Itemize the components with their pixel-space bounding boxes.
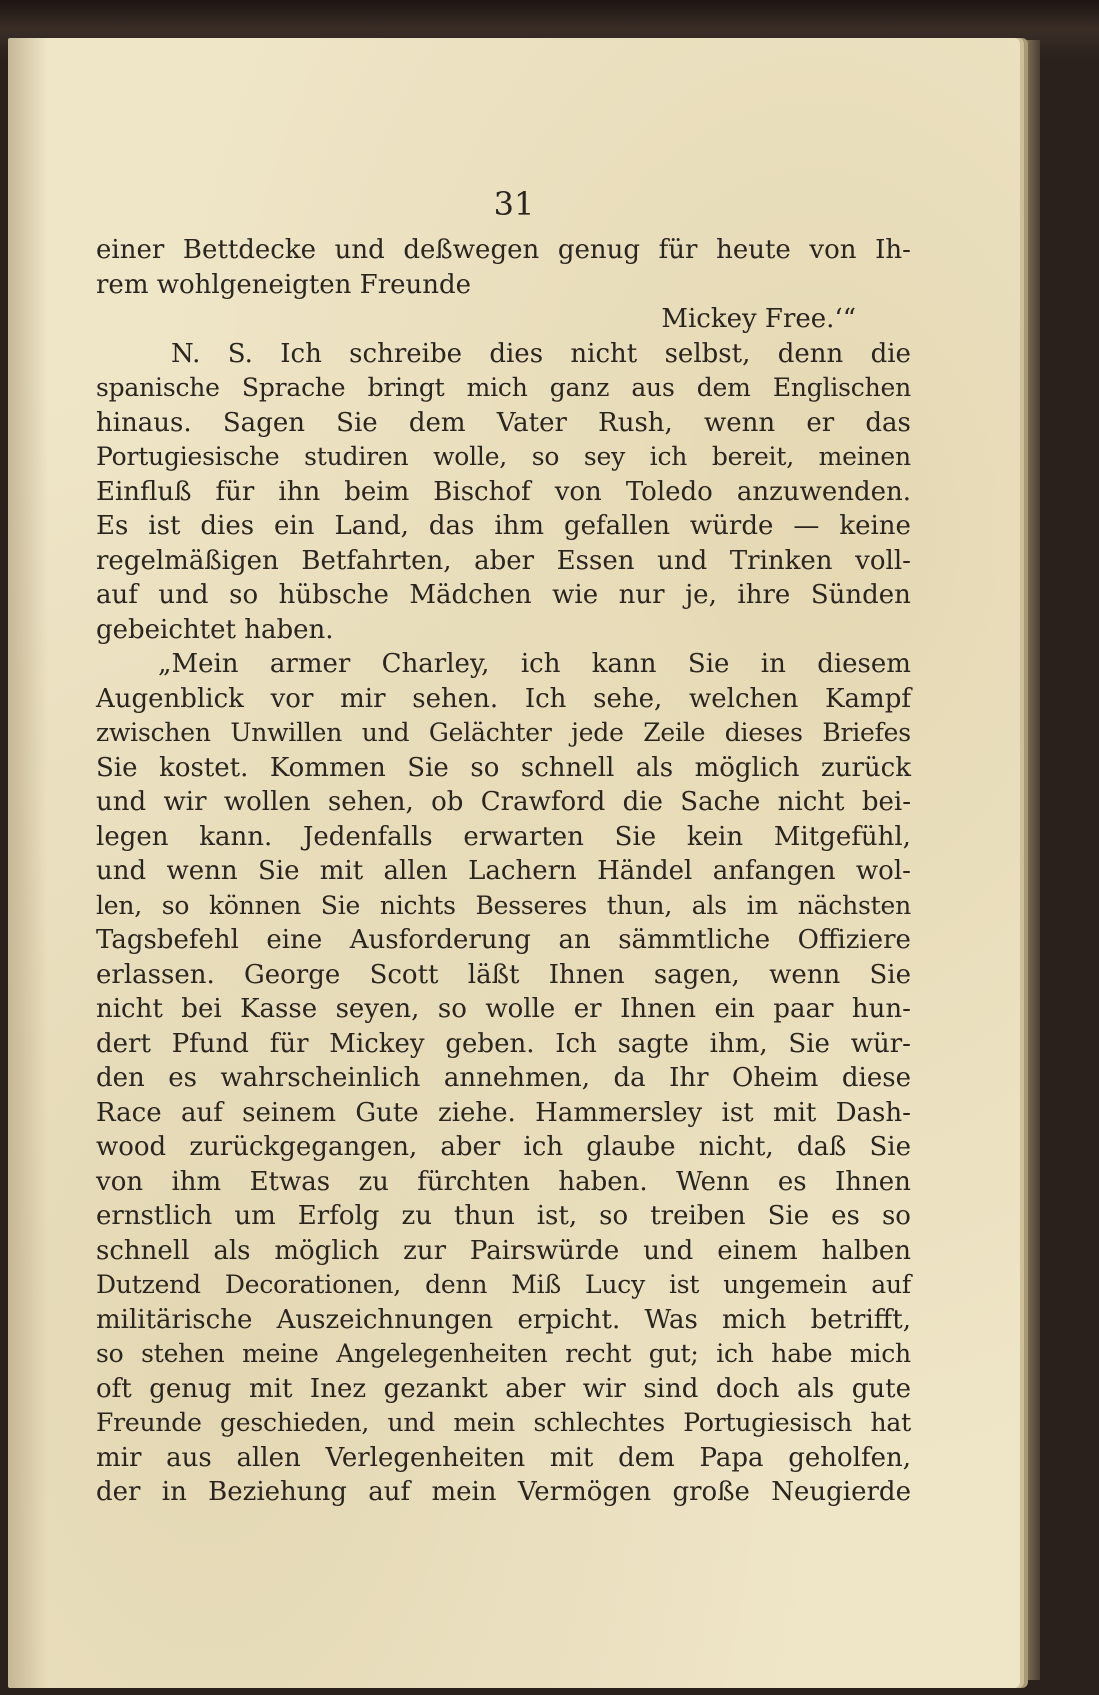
- text-line: auf und so hübsche Mädchen wie nur je, ihre Sünden: [96, 580, 911, 610]
- text-line: der in Beziehung auf mein Vermögen große Neugierde: [96, 1477, 911, 1507]
- body-text: [96, 233, 911, 1510]
- text-line: hinaus. Sagen Sie dem Vater Rush, wenn er das: [96, 407, 911, 438]
- text-line: Sie kostet. Kommen Sie so schnell als möglich zurück: [96, 752, 911, 783]
- text-line: Portugiesische studiren wolle, so sey ich bereit, meinen: [96, 442, 911, 471]
- text-line: „Mein armer Charley, ich kann Sie in diesem: [158, 649, 911, 679]
- text-line: von ihm Etwas zu fürchten haben. Wenn es Ihnen: [96, 1166, 911, 1197]
- text-line: spanische Sprache bringt mich ganz aus dem Englischen: [96, 373, 911, 402]
- text-line: erlassen. George Scott läßt Ihnen sagen, wenn Sie: [96, 959, 911, 990]
- book-page: [8, 38, 1020, 1688]
- text-line: Es ist dies ein Land, das ihm gefallen würde — keine: [96, 511, 911, 541]
- text-line: ernstlich um Erfolg zu thun ist, so treiben Sie es so: [96, 1201, 911, 1231]
- text-line: regelmäßigen Betfahrten, aber Essen und Trinken voll-: [96, 545, 911, 576]
- text-line: Dutzend Decorationen, denn Miß Lucy ist ungemein auf: [96, 1270, 911, 1299]
- text-line: so stehen meine Angelegenheiten recht gut; ich habe mich: [96, 1339, 911, 1368]
- text-line: Tagsbefehl eine Ausforderung an sämmtliche Offiziere: [96, 925, 911, 955]
- text-line: den es wahrscheinlich annehmen, da Ihr Oheim diese: [96, 1063, 911, 1093]
- text-line: mir aus allen Verlegenheiten mit dem Papa geholfen,: [96, 1442, 911, 1473]
- text-line: militärische Auszeichnungen erpicht. Was mich betrifft,: [96, 1304, 911, 1335]
- signature-line: Mickey Free.‘“: [661, 304, 856, 334]
- text-line: einer Bettdecke und deßwegen genug für heute von Ih-: [96, 235, 911, 265]
- text-line: zwischen Unwillen und Gelächter jede Zeile dieses Briefes: [96, 718, 911, 747]
- text-line: Augenblick vor mir sehen. Ich sehe, welchen Kampf: [96, 683, 911, 714]
- text-line: wood zurückgegangen, aber ich glaube nicht, daß Sie: [96, 1132, 911, 1162]
- text-line: Freunde geschieden, und mein schlechtes Portugiesisch hat: [96, 1408, 911, 1437]
- text-line: Race auf seinem Gute ziehe. Hammersley ist mit Dash-: [96, 1097, 911, 1128]
- text-line: dert Pfund für Mickey geben. Ich sagte ihm, Sie wür-: [96, 1028, 911, 1059]
- text-line: und wenn Sie mit allen Lachern Händel anfangen wol-: [96, 856, 911, 886]
- text-line: len, so können Sie nichts Besseres thun, als im nächsten: [96, 890, 911, 920]
- text-line: schnell als möglich zur Pairswürde und einem halben: [96, 1235, 911, 1266]
- text-line: gebeichtet haben.: [96, 614, 334, 645]
- page-number: 31: [493, 185, 535, 223]
- text-line: nicht bei Kasse seyen, so wolle er Ihnen ein paar hun-: [96, 994, 911, 1024]
- text-line: N. S. Ich schreibe dies nicht selbst, denn die: [171, 338, 911, 369]
- page-edge: [1022, 40, 1040, 1680]
- text-line: und wir wollen sehen, ob Crawford die Sache nicht bei-: [96, 787, 911, 817]
- text-line: rem wohlgeneigten Freunde: [96, 269, 472, 300]
- text-line: oft genug mit Inez gezankt aber wir sind doch als gute: [96, 1373, 911, 1404]
- text-line: legen kann. Jedenfalls erwarten Sie kein Mitgefühl,: [96, 821, 911, 852]
- text-line: Einfluß für ihn beim Bischof von Toledo anzuwenden.: [96, 476, 911, 507]
